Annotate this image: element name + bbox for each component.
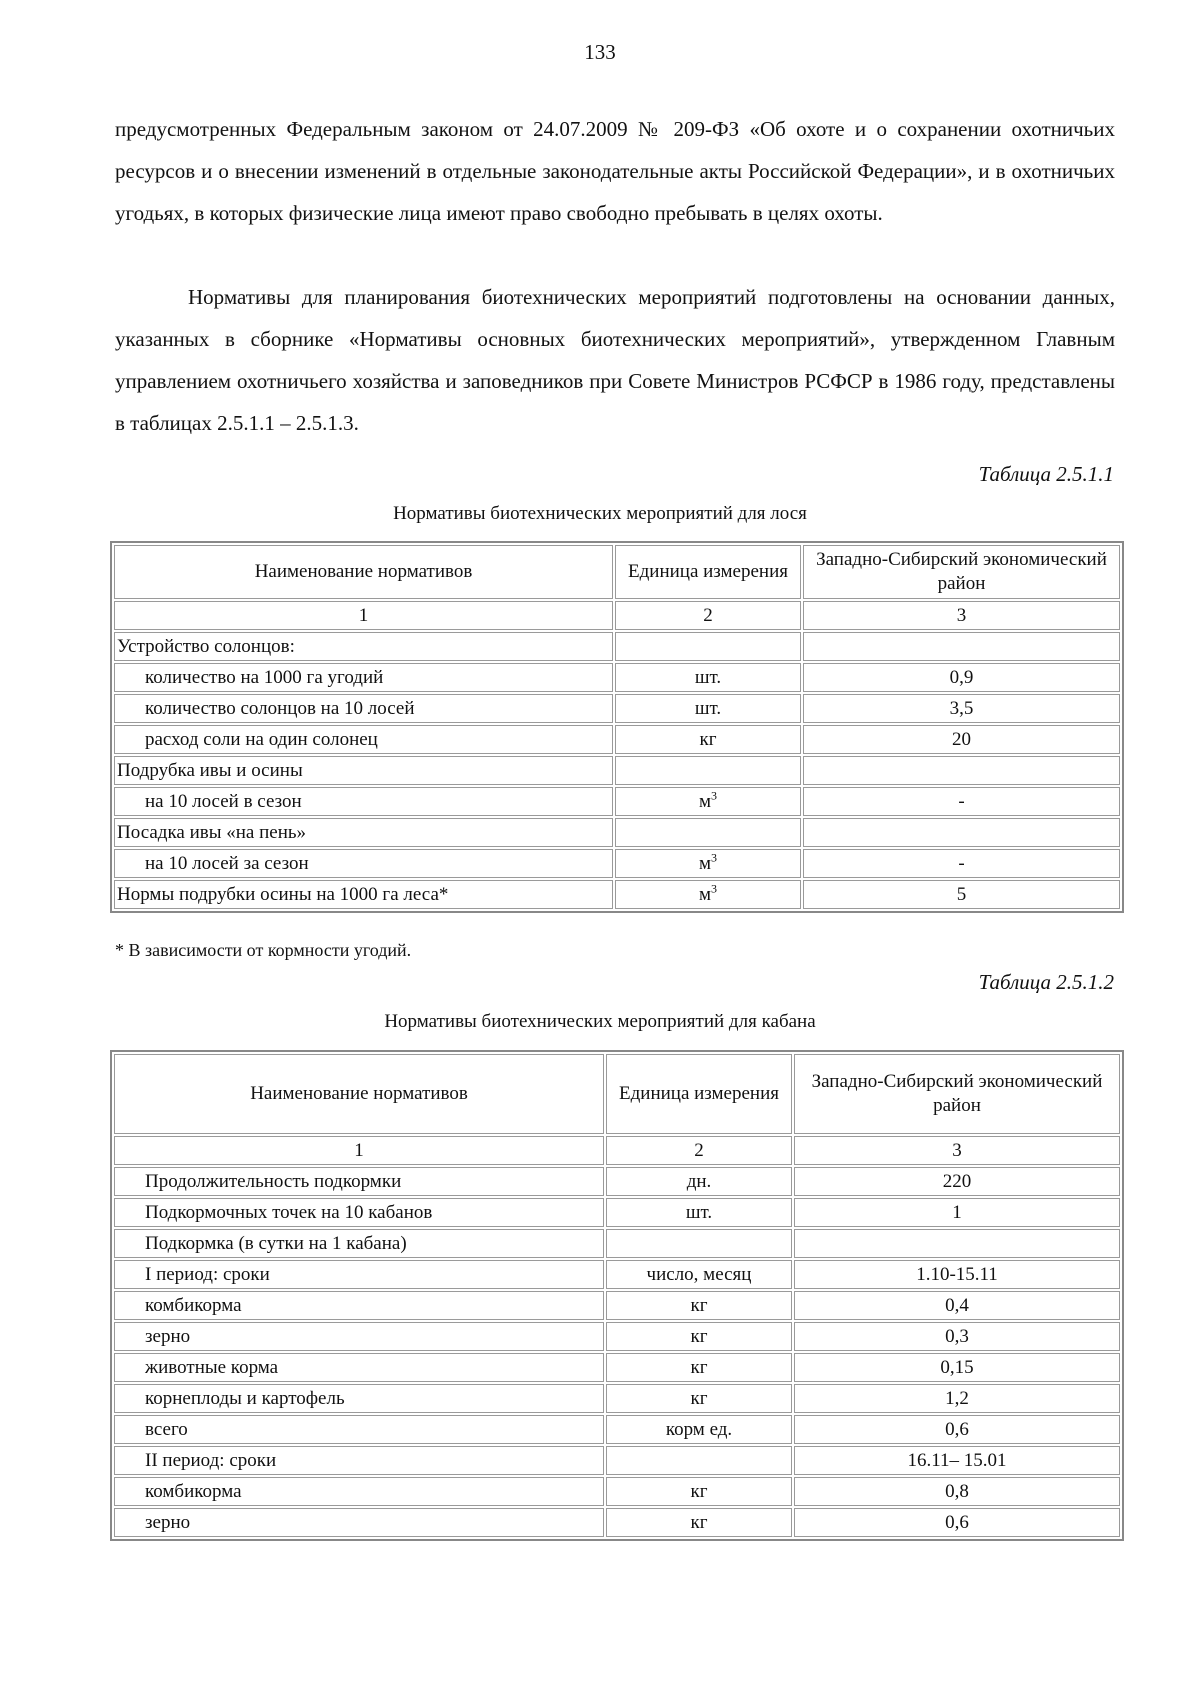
table2-cell-unit: кг bbox=[606, 1353, 792, 1382]
table1-cell-unit: шт. bbox=[615, 663, 801, 692]
unit-text: м bbox=[698, 791, 712, 812]
table1-footnote: * В зависимости от кормности угодий. bbox=[115, 940, 412, 960]
table1-cell-value bbox=[803, 756, 1120, 785]
table2-cell-name: корнеплоды и картофель bbox=[114, 1384, 604, 1413]
table2-header-row bbox=[114, 1054, 1120, 1134]
table1-cell-name: количество на 1000 га угодий bbox=[114, 663, 613, 692]
unit-superscript: 3 bbox=[711, 881, 718, 896]
table2 bbox=[110, 1050, 1124, 1541]
paragraph-2: Нормативы для планирования биотехнических мероприятий подготовлены на основании данных, указанных в сборнике «Нормативы основных биотехнических мероприятий», утвержденном Главным управлением охотничьего хозяйства и заповедников при Совете Министров РСФСР в 1986 году, представлены в таблицах 2.5.1.1 – 2.5.1.3. bbox=[115, 285, 1115, 435]
table2-cell-unit bbox=[606, 1229, 792, 1258]
table1-cell-value: 20 bbox=[803, 725, 1120, 754]
table-row bbox=[114, 694, 1120, 723]
table2-cell-value: 0,8 bbox=[794, 1477, 1120, 1506]
table-row bbox=[114, 1477, 1120, 1506]
table2-cell-value: 0,15 bbox=[794, 1353, 1120, 1382]
table-row bbox=[114, 1167, 1120, 1196]
table-row bbox=[114, 1260, 1120, 1289]
table2-cell-value: 1 bbox=[794, 1198, 1120, 1227]
table2-title: Нормативы биотехнических мероприятий для кабана bbox=[384, 1011, 816, 1032]
table2-cell-value: 0,6 bbox=[794, 1415, 1120, 1444]
table1-header-region: Западно-Сибирский экономический район bbox=[803, 545, 1120, 599]
table-row bbox=[114, 1229, 1120, 1258]
table1 bbox=[110, 541, 1124, 913]
table1-cell-unit: шт. bbox=[615, 694, 801, 723]
table2-cell-value: 0,3 bbox=[794, 1322, 1120, 1351]
table1-cell-unit bbox=[615, 632, 801, 661]
table2-number-row bbox=[114, 1136, 1120, 1165]
table2-cell-name: животные корма bbox=[114, 1353, 604, 1382]
table1-cell-name: Посадка ивы «на пень» bbox=[114, 818, 613, 847]
table2-cell-name: всего bbox=[114, 1415, 604, 1444]
table-row bbox=[114, 787, 1120, 816]
table2-cell-unit bbox=[606, 1446, 792, 1475]
table1-cell-name: расход соли на один солонец bbox=[114, 725, 613, 754]
table1-colnum: 3 bbox=[803, 601, 1120, 630]
table-row bbox=[114, 1508, 1120, 1537]
table1-cell-unit bbox=[615, 849, 801, 878]
table1-cell-value: - bbox=[803, 787, 1120, 816]
table1-cell-name: на 10 лосей за сезон bbox=[114, 849, 613, 878]
table-row bbox=[114, 632, 1120, 661]
table2-cell-name: комбикорма bbox=[114, 1291, 604, 1320]
table1-cell-unit bbox=[615, 818, 801, 847]
table2-header-region: Западно-Сибирский экономический район bbox=[794, 1054, 1120, 1134]
table1-cell-value bbox=[803, 632, 1120, 661]
table2-cell-value: 16.11– 15.01 bbox=[794, 1446, 1120, 1475]
table2-cell-value: 1.10-15.11 bbox=[794, 1260, 1120, 1289]
table-row bbox=[114, 1353, 1120, 1382]
table-row bbox=[114, 1322, 1120, 1351]
table2-cell-name: зерно bbox=[114, 1508, 604, 1537]
table1-number-row bbox=[114, 601, 1120, 630]
table1-cell-value: 5 bbox=[803, 880, 1120, 909]
table1-header-name: Наименование нормативов bbox=[114, 545, 613, 599]
table1-cell-value: 0,9 bbox=[803, 663, 1120, 692]
table1-cell-name: Подрубка ивы и осины bbox=[114, 756, 613, 785]
table2-cell-unit: кг bbox=[606, 1508, 792, 1537]
table2-cell-name: Подкормка (в сутки на 1 кабана) bbox=[114, 1229, 604, 1258]
table-row bbox=[114, 663, 1120, 692]
table2-cell-name: комбикорма bbox=[114, 1477, 604, 1506]
unit-superscript: 3 bbox=[711, 850, 718, 865]
table1-header-row bbox=[114, 545, 1120, 599]
table1-colnum: 2 bbox=[615, 601, 801, 630]
table-row bbox=[114, 880, 1120, 909]
table2-header-name: Наименование нормативов bbox=[114, 1054, 604, 1134]
table2-cell-unit: дн. bbox=[606, 1167, 792, 1196]
page-number: 133 bbox=[584, 40, 616, 64]
table2-cell-name: I период: сроки bbox=[114, 1260, 604, 1289]
table1-cell-unit bbox=[615, 756, 801, 785]
unit-text: м bbox=[698, 853, 712, 874]
table2-cell-unit: кг bbox=[606, 1477, 792, 1506]
table2-colnum: 3 bbox=[794, 1136, 1120, 1165]
table2-cell-unit: корм ед. bbox=[606, 1415, 792, 1444]
table-row bbox=[114, 818, 1120, 847]
table2-cell-unit: кг bbox=[606, 1291, 792, 1320]
table1-cell-value: - bbox=[803, 849, 1120, 878]
unit-superscript: 3 bbox=[711, 788, 718, 803]
table2-cell-name: зерно bbox=[114, 1322, 604, 1351]
table2-cell-name: II период: сроки bbox=[114, 1446, 604, 1475]
table-row bbox=[114, 1384, 1120, 1413]
table1-header-unit: Единица измерения bbox=[615, 545, 801, 599]
paragraph-1: предусмотренных Федеральным законом от 24.07.2009 № 209-ФЗ «Об охоте и о сохранении охотничьих ресурсов и о внесении изменений в отдельные законодательные акты Российской Федерации», и в охотничьих угодьях, в которых физические лица имеют право свободно пребывать в целях охоты. bbox=[115, 117, 1115, 225]
unit-text: м bbox=[698, 884, 712, 905]
table-row bbox=[114, 849, 1120, 878]
table2-caption: Таблица 2.5.1.2 bbox=[978, 970, 1114, 994]
table2-cell-value: 220 bbox=[794, 1167, 1120, 1196]
table1-cell-value bbox=[803, 818, 1120, 847]
table1-cell-name: Нормы подрубки осины на 1000 га леса* bbox=[114, 880, 613, 909]
table2-cell-unit: кг bbox=[606, 1384, 792, 1413]
table1-cell-value: 3,5 bbox=[803, 694, 1120, 723]
table2-colnum: 1 bbox=[114, 1136, 604, 1165]
table1-caption: Таблица 2.5.1.1 bbox=[978, 462, 1114, 486]
table1-cell-unit bbox=[615, 787, 801, 816]
table2-cell-value: 0,6 bbox=[794, 1508, 1120, 1537]
table1-cell-name: Устройство солонцов: bbox=[114, 632, 613, 661]
table2-cell-unit: шт. bbox=[606, 1198, 792, 1227]
table1-colnum: 1 bbox=[114, 601, 613, 630]
table-row bbox=[114, 1198, 1120, 1227]
table-row bbox=[114, 756, 1120, 785]
table2-cell-name: Продолжительность подкормки bbox=[114, 1167, 604, 1196]
table2-cell-name: Подкормочных точек на 10 кабанов bbox=[114, 1198, 604, 1227]
table1-cell-name: на 10 лосей в сезон bbox=[114, 787, 613, 816]
table1-cell-unit: кг bbox=[615, 725, 801, 754]
table-row bbox=[114, 1446, 1120, 1475]
table2-cell-value bbox=[794, 1229, 1120, 1258]
table1-title: Нормативы биотехнических мероприятий для лося bbox=[393, 503, 807, 524]
table1-cell-unit bbox=[615, 880, 801, 909]
table2-colnum: 2 bbox=[606, 1136, 792, 1165]
table2-cell-value: 0,4 bbox=[794, 1291, 1120, 1320]
table-row bbox=[114, 1415, 1120, 1444]
table-row bbox=[114, 725, 1120, 754]
table-row bbox=[114, 1291, 1120, 1320]
table1-cell-name: количество солонцов на 10 лосей bbox=[114, 694, 613, 723]
table2-cell-unit: число, месяц bbox=[606, 1260, 792, 1289]
table2-header-unit: Единица измерения bbox=[606, 1054, 792, 1134]
table2-cell-value: 1,2 bbox=[794, 1384, 1120, 1413]
table2-cell-unit: кг bbox=[606, 1322, 792, 1351]
